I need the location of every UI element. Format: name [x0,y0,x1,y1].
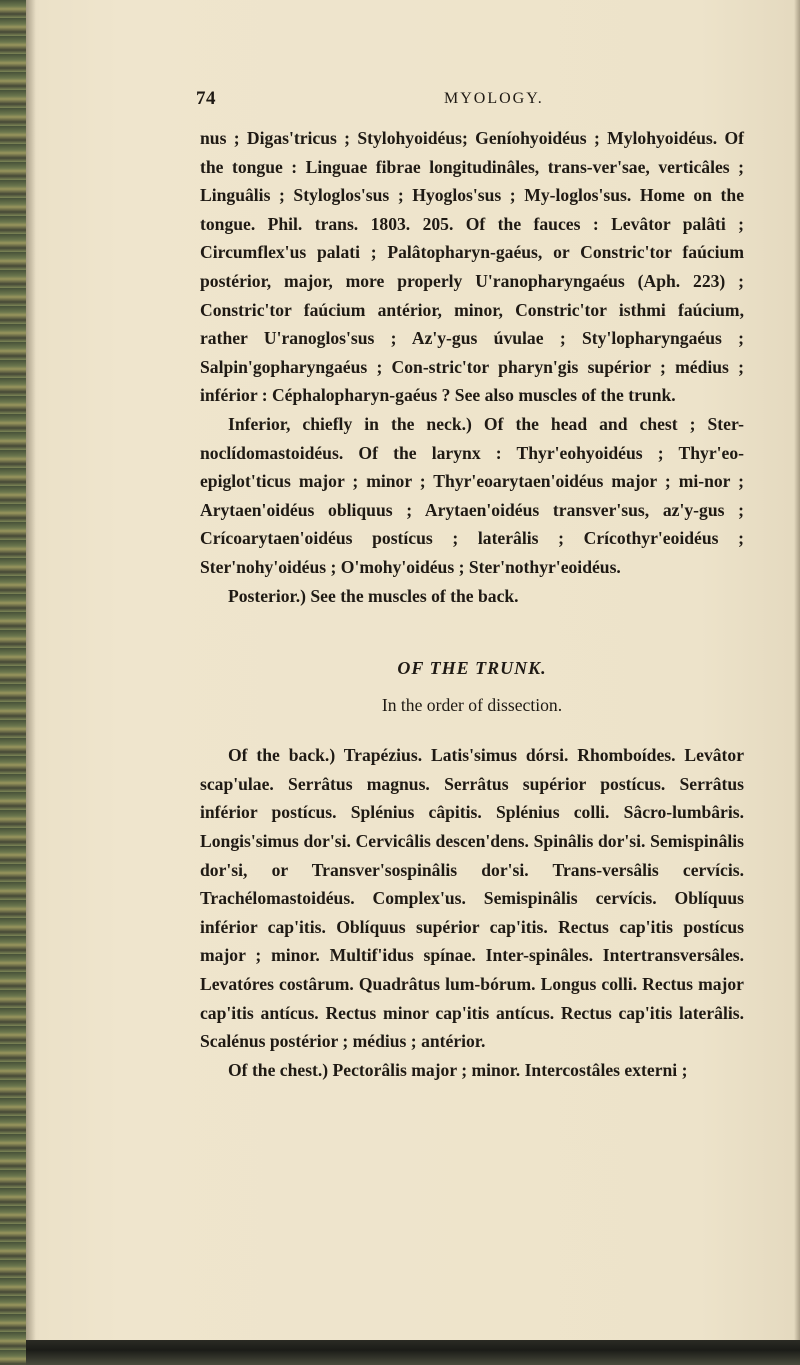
paragraph-back: Of the back.) Trapézius. Latis'simus dórsi. Rhomboídes. Levâtor scap'ulae. Serrâtus magnus. Serrâtus supérior postícus. Serrâtus inférior postícus. Splénius câpitis. Splénius colli. Sâcro-lumbâris. Longis'simus dor'si. Cervicâlis descen'dens. Spinâlis dor'si. Semispinâlis dor'si, or Transver'sospinâlis dor'si. Trans-versâlis cervícis. Trachélomastoidéus. Complex'us. Semispinâlis cervícis. Oblíquus inférior cap'itis. Oblíquus supérior cap'itis. Rectus cap'itis postícus major ; minor. Multif'idus spínae. Inter-spinâles. Intertransversâles. Levatóres costârum. Quadrâtus lum-bórum. Longus colli. Rectus major cap'itis antícus. Rectus minor cap'itis antícus. Rectus cap'itis laterâlis. Scalénus postérior ; médius ; antérior. [200,745,744,1052]
page-header [196,88,756,118]
page-body [200,124,744,1084]
book-binding [0,0,26,1365]
paragraph-posterior: Posterior.) See the muscles of the back. [228,585,519,606]
page-edge-shadow [794,0,800,1365]
section-subtitle: In the order of dissection. [381,694,563,715]
paragraph-inferior: Inferior, chiefly in the neck.) Of the head and chest ; Ster-noclídomastoidéus. Of the larynx : Thyr'eohyoidéus ; Thyr'eo-epiglot'ticus major ; minor ; Thyr'eoarytaen'oidéus major ; mi-nor ; Arytaen'oidéus obliquus ; Arytaen'oidéus transver'sus, az'y-gus ; Crícoarytaen'oidéus postícus ; laterâlis ; Crícothyr'eoidéus ; Ster'nohy'oidéus ; O'mohy'oidéus ; Ster'nothyr'eoidéus. [200,413,744,577]
running-head: MYOLOGY. [444,90,544,107]
bottom-edge [26,1340,800,1365]
paragraph-chest: Of the chest.) Pectorâlis major ; minor. Intercostâles externi ; [228,1059,688,1080]
binding-shadow [26,0,36,1365]
section-title: OF THE TRUNK. [397,658,547,679]
page-number: 74 [196,88,216,109]
paragraph-tongue-fauces: nus ; Digas'tricus ; Stylohyoidéus; Geníohyoidéus ; Mylohyoidéus. Of the tongue : Linguae fibrae longitudinâles, trans-ver'sae, verticâles ; Linguâlis ; Styloglos'sus ; Hyoglos'sus ; My-loglos'sus. Home on the tongue. Phil. trans. 1803. 205. Of the fauces : Levâtor palâti ; Circumflex'us palati ; Palâtopharyn-gaéus, or Constric'tor faúcium postérior, major, more properly U'ranopharyngaéus (Aph. 223) ; Constric'tor faúcium antérior, minor, Constric'tor isthmi faúcium, rather U'ranoglos'sus ; Az'y-gus úvulae ; Sty'lopharyngaéus ; Salpin'gopharyngaéus ; Con-stric'tor pharyn'gis supérior ; médius ; inférior : Céphalopharyn-gaéus ? See also muscles of the trunk. [200,128,744,406]
